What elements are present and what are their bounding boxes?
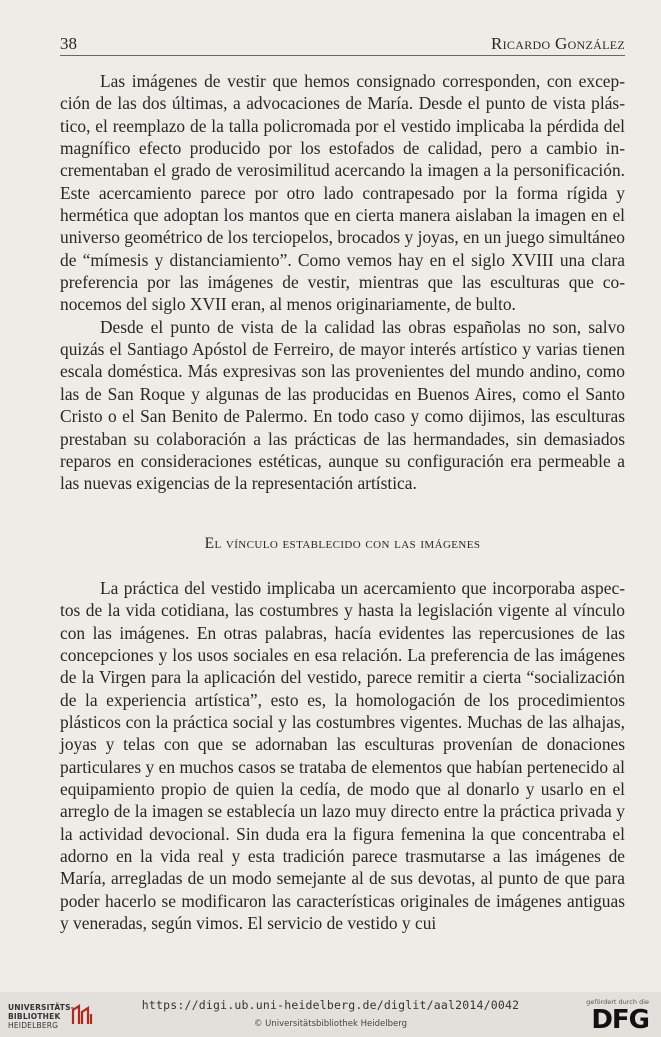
body-text-bottom [60, 577, 625, 935]
library-name-line: HEIDELBERG [8, 1021, 59, 1030]
library-name-line: UNIVERSITÄTS- [8, 1003, 75, 1012]
paragraph: La práctica del vestido implicaba un acercamiento que incorporaba aspectos de la vida cotidiana, las costumbres y hasta la legislación vigente al vínculo con las imágenes. En otras palabras, hacía evidentes las repercusiones de las concepciones y los usos sociales en esa relación. La preferencia de las imágenes de la Virgen para la aplicación del vestido, parece remitir a cierta “socialización de la experiencia artística”, esto es, la homologación de los procedimientos plásticos con la práctica social y las costumbres vigentes. Muchas de las alhajas, joyas y telas con que se adornaban las esculturas provenían de donaciones particulares y en muchos casos se trataba de elementos que habían pertenecido al equipamiento propio de quien la cedía, de modo que al donarlo y usarlo en el arreglo de la imagen se establecía un lazo muy directo entre la práctica privada y la actividad devocional. Sin duda era la figura femenina la que concentraba el adorno en la vida real y esta tradición parece trasmutarse a las imágenes de María, arregladas de un modo semejante al de sus devotas, al punto de que para poder hacerlo se modificaron las características originales de imágenes antiguas y veneradas, según vimos. El servicio de vestido y cui [60, 578, 625, 934]
funding-note: gefördert durch die [586, 998, 649, 1006]
page-number: 38 [60, 34, 77, 53]
footer-bar [0, 992, 661, 1037]
section-heading: El vínculo establecido con las imágenes [204, 535, 481, 552]
header-rule [60, 55, 625, 56]
dfg-logo[interactable]: DFG [591, 1005, 649, 1035]
paragraph: Las imágenes de vestir que hemos consignado corresponden, con excepción de las dos últimas, a advocaciones de María. Desde el punto de vista plástico, el reemplazo de la talla policromada por el vestido implicaba la pérdida del magnífico efecto producido por los estofados de calidad, pero a cambio incrementaban el grado de verosimilitud acercando la imagen a la personificación. Este acercamiento parece por otro lado contrapesado por la forma rígida y hermética que adoptan los mantos que en cierta manera aislaban la imagen en el universo geométrico de los terciopelos, brocados y joyas, en un juego simultáneo de “mímesis y distanciamiento”. Como vemos hay en el siglo XVIII una clara preferencia por las imágenes de vestir, mientras que las esculturas que conocemos del siglo XVII eran, al menos originariamente, de bulto. [60, 71, 625, 315]
library-name-line: BIBLIOTHEK [8, 1012, 61, 1021]
running-head: Ricardo González [491, 34, 625, 53]
paragraph: Desde el punto de vista de la calidad las obras españolas no son, salvo quizás el Santiago Apóstol de Ferreiro, de mayor interés artístico y varias tienen escala doméstica. Más expresivas son las provenientes del mundo andino, como las de San Roque y algunas de las producidas en Buenos Aires, como el Santo Cristo o el San Benito de Palermo. En todo caso y como dijimos, las esculturas prestaban su colaboración a las prácticas de las hermandades, sin demasiados reparos en consideraciones estéticas, aunque su configuración era permeable a las nuevas exigencias de la representación artística. [60, 316, 625, 494]
body-text-top [60, 70, 625, 495]
copyright-notice: © Universitätsbibliothek Heidelberg [253, 1019, 407, 1029]
digital-copy-link[interactable]: https://digi.ub.uni-heidelberg.de/diglit/aal2014/0042 [141, 998, 520, 1012]
